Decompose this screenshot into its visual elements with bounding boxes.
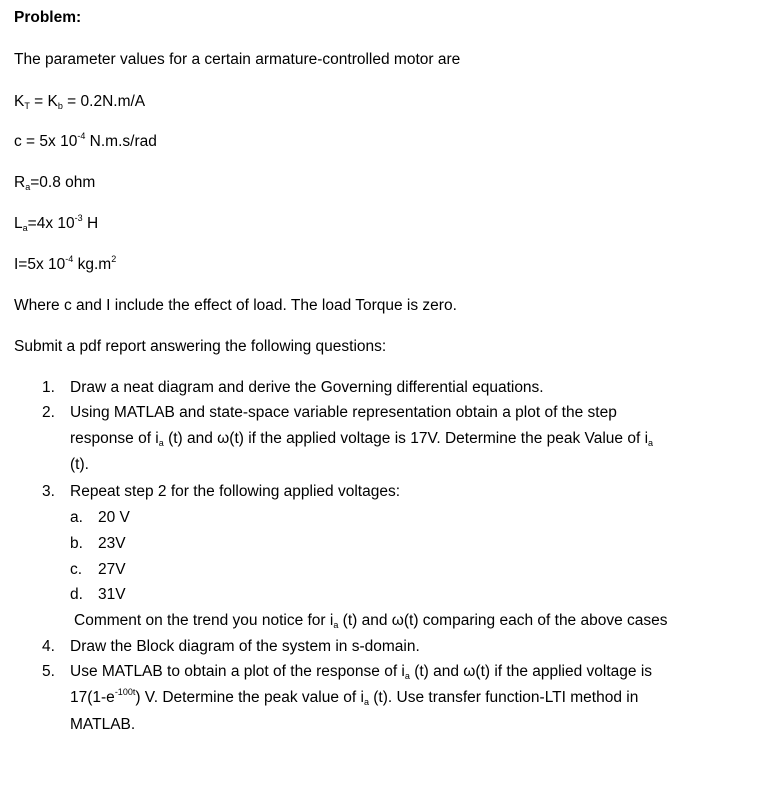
- question-1-number: 1.: [42, 379, 55, 396]
- param-la: $L_a=4x$ $10^{-3}$ H: [14, 213, 99, 233]
- question-3-comment: Comment on the trend you notice for $i_a$ (t) and ω(t) comparing each of the above cases: [74, 612, 668, 630]
- problem-heading: Problem:: [14, 9, 82, 26]
- question-4-number: 4.: [42, 638, 55, 655]
- option-a-value: 20 V: [98, 509, 130, 526]
- load-note: Where c and I include the effect of load. The load Torque is zero.: [14, 297, 457, 314]
- param-kt-kb: $K_T = K_b = 0.2N.m/A$: [14, 93, 146, 111]
- question-5-line-1: Use MATLAB to obtain a plot of the response of $i_a$ (t) and ω(t) if the applied voltage is: [70, 663, 653, 681]
- question-1-text: Draw a neat diagram and derive the Governing differential equations.: [70, 379, 544, 396]
- option-d-letter: d.: [70, 586, 83, 603]
- submit-note: Submit a pdf report answering the following questions:: [14, 338, 387, 355]
- question-4-text: Draw the Block diagram of the system in s-domain.: [70, 638, 420, 655]
- question-5-number: 5.: [42, 663, 55, 680]
- param-ra: $R_a=0.8$ ohm: [14, 174, 96, 192]
- option-a-letter: a.: [70, 509, 83, 526]
- question-2-number: 2.: [42, 404, 55, 421]
- question-2-line-1: Using MATLAB and state-space variable representation obtain a plot of the step: [70, 404, 617, 421]
- question-5-line-3: MATLAB.: [70, 716, 136, 733]
- option-b-letter: b.: [70, 535, 83, 552]
- question-2-line-3: (t).: [70, 456, 89, 473]
- param-c: c = 5x $10^{-4}$ N.m.s/rad: [14, 131, 157, 150]
- option-b-value: 23V: [98, 535, 126, 552]
- option-c-value: 27V: [98, 561, 126, 578]
- question-2-line-2: response of $i_a$ (t) and ω(t) if the applied voltage is 17V. Determine the peak Value of $i_a$: [70, 430, 654, 448]
- param-inertia: I=5x $10^{-4}$ $kg.m^2$: [14, 254, 117, 273]
- option-d-value: 31V: [98, 586, 126, 603]
- intro-text: The parameter values for a certain armature-controlled motor are: [14, 51, 461, 68]
- question-3-number: 3.: [42, 483, 55, 500]
- question-3-text: Repeat step 2 for the following applied voltages:: [70, 483, 401, 500]
- option-c-letter: c.: [70, 561, 83, 578]
- question-5-line-2: $17(1-e^{-100t})$ V. Determine the peak value of $i_a$ (t). Use transfer function-LTI method in: [70, 687, 639, 707]
